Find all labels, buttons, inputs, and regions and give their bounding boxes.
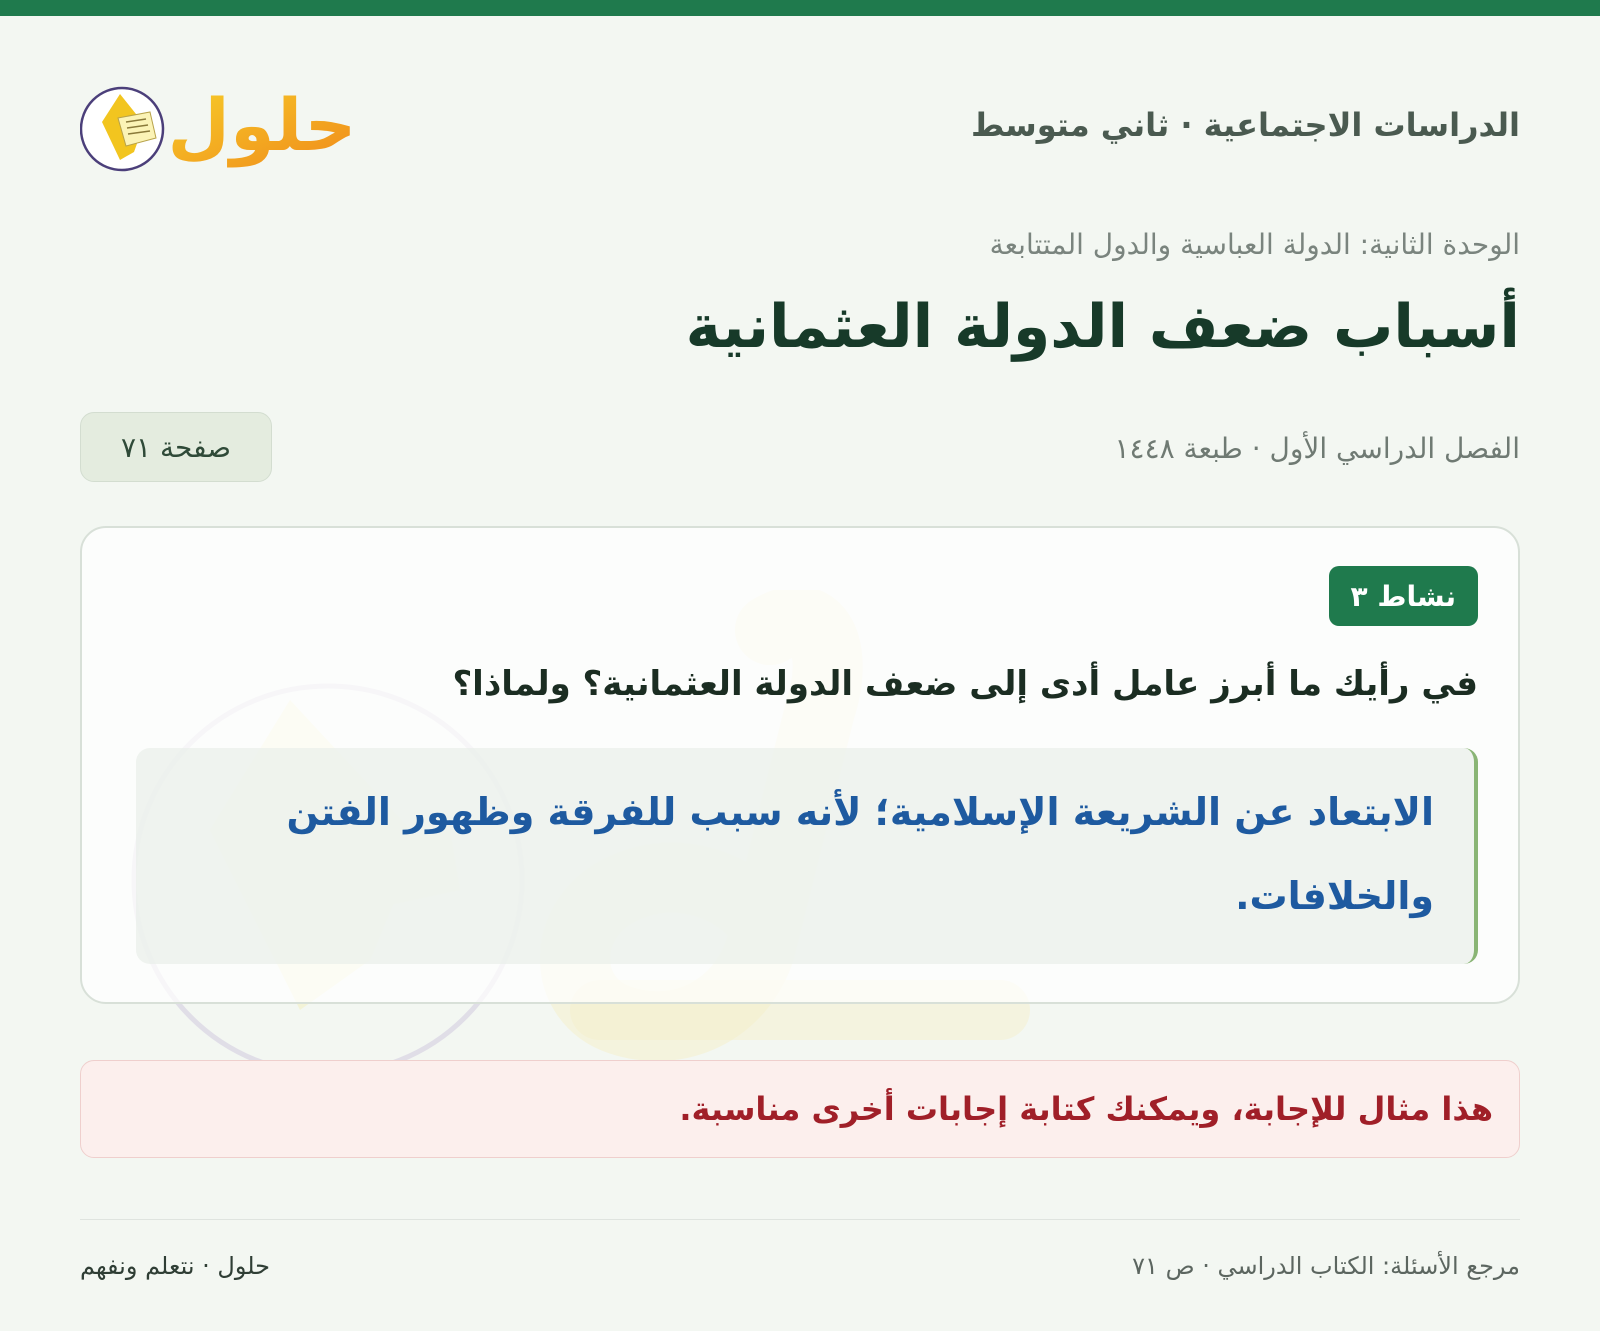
footer-reference: مرجع الأسئلة: الكتاب الدراسي · ص ٧١ — [1132, 1252, 1520, 1280]
activity-badge: نشاط ٣ — [1329, 566, 1478, 626]
answer-note — [80, 1060, 1520, 1158]
activity-question: في رأيك ما أبرز عامل أدى إلى ضعف الدولة العثمانية؟ ولماذا؟ — [452, 664, 1478, 704]
footer-divider — [80, 1219, 1520, 1220]
footer-brand: حلول · نتعلم ونفهم — [80, 1252, 270, 1280]
svg-text:حلول: حلول — [167, 83, 357, 167]
subject-title: الدراسات الاجتماعية · ثاني متوسط — [970, 106, 1520, 144]
top-accent-bar — [0, 0, 1600, 16]
term-edition: الفصل الدراسي الأول · طبعة ١٤٤٨ — [1114, 432, 1520, 465]
unit-label: الوحدة الثانية: الدولة العباسية والدول المتتابعة — [989, 228, 1520, 261]
activity-card — [80, 526, 1520, 1004]
page-header — [80, 64, 1520, 182]
answer-text: الابتعاد عن الشريعة الإسلامية؛ لأنه سبب للفرقة وظهور الفتن والخلافات. — [286, 790, 1434, 918]
hulool-logo[interactable] — [80, 64, 360, 182]
lesson-title: أسباب ضعف الدولة العثمانية — [685, 292, 1520, 362]
page-number-badge: صفحة ٧١ — [80, 412, 272, 482]
logo-mark-icon — [80, 64, 360, 182]
note-text: هذا مثال للإجابة، ويمكنك كتابة إجابات أخرى مناسبة. — [679, 1090, 1493, 1128]
answer-box — [136, 748, 1478, 964]
